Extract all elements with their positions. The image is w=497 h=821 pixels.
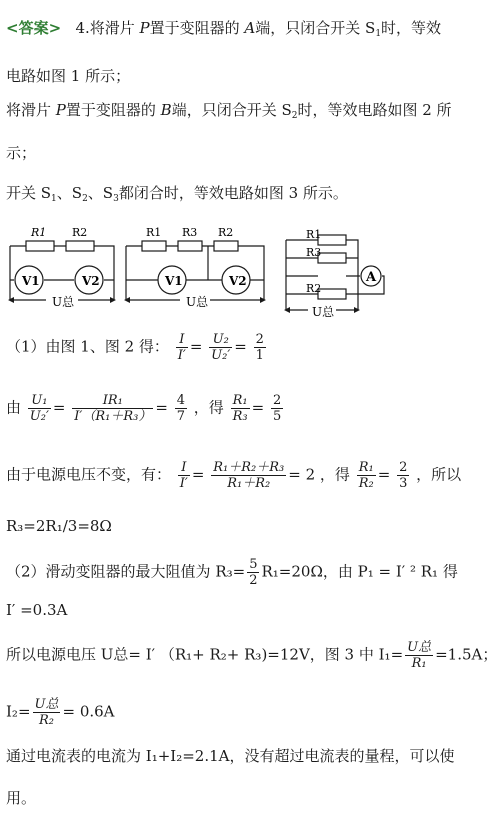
question-number: 4.: [75, 19, 90, 37]
resistor-label-r1: R1: [306, 228, 322, 241]
solution-line-4: R₃=2R₁/3=8Ω: [6, 517, 112, 535]
resistor-label-r3: R3: [306, 246, 322, 259]
voltmeter-label-v1: V1: [165, 274, 183, 288]
voltmeter-label-v2: V2: [82, 274, 100, 288]
answer-line-4: 示；: [6, 144, 37, 162]
answer-line-1: <答案> 4.将滑片 P置于变阻器的 A端，只闭合开关 $S_1$时，等效: [6, 19, 442, 39]
voltmeter-label-v2: V2: [229, 274, 247, 288]
solution-line-9: 通过电流表的电流为 I₁+I₂=2.1A，没有超过电流表的量程，可以使: [6, 747, 455, 765]
solution-line-10: 用。: [6, 789, 37, 807]
solution-line-1: （1）由图 1、图 2 得： $\frac{I}{I'}$ = $\frac{\text{U₂}}{\text{U₂′}}$ = $\frac{2}{1}$: [6, 332, 264, 363]
solution-line-3: 由于电源电压不变，有： $\frac{I}{I'}$ = $\frac{\text{R₁＋R₂＋R₃}}{\text{R₁＋R₂}}$ = 2 ，得 $\frac{\text{R₁}}{\text{R₂}}$ = $\frac{2}{3}$ ，所以: [6, 460, 462, 491]
circuit-diagram-3: [280, 218, 390, 318]
answer-tag: <答案>: [6, 19, 62, 37]
resistor-label-r2: R2: [72, 226, 88, 239]
answer-line-5: 开关 $S_1$、$S_2$、$S_3$都闭合时，等效电路如图 3 所示。: [6, 184, 348, 204]
answer-line-2: 电路如图 1 所示；: [6, 67, 131, 85]
voltmeter-label-v1: V1: [22, 274, 40, 288]
resistor-label-r1: R1: [146, 226, 162, 239]
solution-line-8: I₂= $\frac{\text{U总}}{\text{R₂}}$ = 0.6A: [6, 697, 115, 728]
solution-line-2: 由 $\frac{\text{U₁}}{\text{U₂′}}$ = $\frac{\text{IR₁}}{\text{I′（R₁＋R₃）}}$ = $\frac{4}{7}$ ，得 $\frac{\text{R₁}}{\text{R₃}}$ = $\frac{2}{5}$: [6, 393, 282, 424]
voltage-label: U总: [312, 305, 335, 319]
resistor-label-r3: R3: [182, 226, 198, 239]
solution-line-6: I′ =0.3A: [6, 601, 68, 619]
resistor-label-r2: R2: [218, 226, 234, 239]
solution-line-5: （2）滑动变阻器的最大阻值为 R₃= $\frac{5}{2}$ R₁=20Ω，由 P₁ = I′ ² R₁ 得: [6, 557, 458, 588]
circuit-diagram-2: [122, 218, 268, 316]
solution-line-7: 所以电源电压 U总= I′ （R₁+ R₂+ R₃)=12V，图 3 中 I₁= $\frac{\text{U总}}{\text{R₁}}$ =1.5A；: [6, 640, 497, 671]
resistor-label-r2: R2: [306, 282, 322, 295]
ammeter-label: A: [366, 270, 377, 285]
answer-line-3: 将滑片 P置于变阻器的 B端，只闭合开关 $S_2$时，等效电路如图 2 所: [6, 101, 452, 121]
voltage-label: U总: [186, 295, 209, 309]
voltage-label: U总: [52, 295, 75, 309]
resistor-label-r1: R1: [31, 226, 47, 239]
circuit-diagram-1: [6, 218, 118, 316]
